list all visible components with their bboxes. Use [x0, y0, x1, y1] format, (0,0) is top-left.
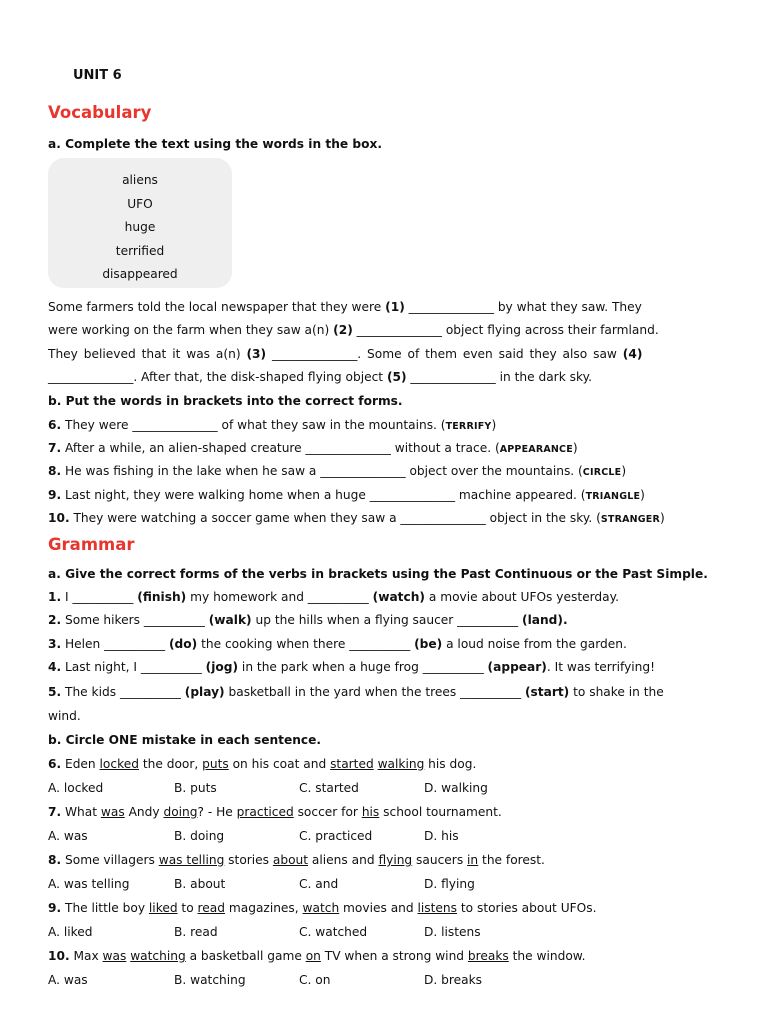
underlined-word: read — [197, 901, 225, 915]
option-a: A. was — [48, 973, 88, 987]
mistake-sentence — [48, 852, 545, 868]
option-b: B. watching — [174, 973, 246, 987]
sentence-text: in the park when a huge frog __________ — [238, 660, 488, 674]
underlined-word: started — [330, 757, 374, 771]
option-b: B. read — [174, 925, 218, 939]
option-c: C. and — [299, 877, 339, 891]
sentence-text: the cooking when there __________ — [197, 637, 415, 651]
underlined-word: on — [305, 949, 321, 963]
underlined-word: was — [102, 949, 127, 963]
word-box-item: terrified — [115, 244, 165, 258]
verb-form-item-continued: wind. — [48, 709, 81, 723]
sentence-text: a basketball game — [185, 949, 306, 963]
option-d: D. breaks — [424, 973, 482, 987]
option-d: D. his — [424, 829, 459, 843]
underlined-word: practiced — [236, 805, 294, 819]
sentence-text: magazines, — [225, 901, 303, 915]
underlined-word: breaks — [467, 949, 509, 963]
item-number: (do) — [168, 637, 198, 651]
sentence-text: the door, — [138, 757, 203, 771]
underlined-word: was — [100, 805, 125, 819]
sentence-text: The little boy — [61, 901, 149, 915]
vocab-part-b-instruction: b. Put the words in brackets into the correct forms. — [48, 394, 403, 408]
underlined-word: listens — [417, 901, 457, 915]
option-a: A. was — [48, 829, 88, 843]
unit-title: UNIT 6 — [73, 68, 122, 83]
option-c: C. watched — [299, 925, 368, 939]
sentence-text: What — [61, 805, 101, 819]
option-a: A. liked — [48, 925, 93, 939]
sentence-text: . It was terrifying! — [546, 660, 656, 674]
sentence-text: stories — [224, 853, 273, 867]
underlined-word: about — [272, 853, 309, 867]
underlined-word: doing — [163, 805, 198, 819]
item-number: 1. — [48, 590, 62, 604]
verb-form-item — [48, 684, 664, 700]
item-number: 10. — [48, 949, 70, 963]
item-number: (finish) — [137, 590, 187, 604]
item-number: 2. — [48, 613, 62, 627]
grammar-part-b-instruction: b. Circle ONE mistake in each sentence. — [48, 733, 322, 747]
option-c: C. on — [299, 973, 331, 987]
underlined-word: liked — [148, 901, 178, 915]
grammar-heading: Grammar — [48, 535, 135, 554]
option-c: C. started — [299, 781, 359, 795]
sentence-text: the window. — [508, 949, 586, 963]
word-form-item: 9. Last night, they were walking home when a huge ______________ machine appeared. (TRIANGLE) — [48, 488, 645, 502]
item-number: (be) — [414, 637, 443, 651]
mistake-sentence — [48, 948, 586, 964]
word-form-item: 7. After a while, an alien-shaped creature ______________ without a trace. (APPEARANCE) — [48, 441, 578, 455]
sentence-text: aliens and — [308, 853, 379, 867]
sentence-text: Andy — [124, 805, 164, 819]
item-number: 3. — [48, 637, 62, 651]
passage-line: They believed that it was a(n) (3) ______________. Some of them even said they also saw (4) — [48, 347, 643, 361]
underlined-word: watch — [302, 901, 340, 915]
sentence-text: Helen __________ — [61, 637, 169, 651]
item-number: 5. — [48, 685, 62, 699]
option-b: B. puts — [174, 781, 217, 795]
item-number: 6. — [48, 757, 62, 771]
word-box-item: disappeared — [102, 267, 178, 281]
word-box-item: huge — [124, 220, 156, 234]
item-number: (start) — [524, 685, 570, 699]
sentence-text: up the hills when a flying saucer __________ — [251, 613, 522, 627]
item-number: (play) — [184, 685, 225, 699]
passage-line: were working on the farm when they saw a(n) (2) ______________ object flying across their farmland. — [48, 323, 659, 337]
sentence-text: saucers — [412, 853, 468, 867]
item-number: 8. — [48, 853, 62, 867]
item-number: (land). — [522, 613, 568, 627]
option-a: A. was telling — [48, 877, 130, 891]
sentence-text: Eden — [61, 757, 100, 771]
item-number: (watch) — [372, 590, 425, 604]
verb-form-item — [48, 589, 619, 605]
item-number: (jog) — [205, 660, 239, 674]
vocabulary-heading: Vocabulary — [48, 103, 152, 122]
sentence-text: the forest. — [478, 853, 545, 867]
passage-line: ______________. After that, the disk-shaped flying object (5) ______________ in the dark sky. — [48, 370, 592, 384]
sentence-text: to — [177, 901, 198, 915]
sentence-text: I __________ — [61, 590, 138, 604]
underlined-word: flying — [378, 853, 413, 867]
option-d: D. flying — [424, 877, 475, 891]
item-number: (walk) — [208, 613, 252, 627]
underlined-word: his — [361, 805, 380, 819]
item-number: 7. — [48, 805, 62, 819]
word-box — [48, 158, 232, 288]
option-b: B. doing — [174, 829, 225, 843]
verb-form-item — [48, 612, 568, 628]
vocab-part-a-instruction: a. Complete the text using the words in the box. — [48, 137, 382, 151]
sentence-text: a movie about UFOs yesterday. — [424, 590, 619, 604]
underlined-word: puts — [202, 757, 229, 771]
sentence-text: his dog. — [424, 757, 477, 771]
underlined-word: walking — [377, 757, 425, 771]
sentence-text: TV when a strong wind — [320, 949, 468, 963]
underlined-word: in — [467, 853, 479, 867]
word-box-item: aliens — [122, 173, 158, 187]
mistake-sentence — [48, 900, 596, 916]
verb-form-item — [48, 659, 655, 675]
passage-line: Some farmers told the local newspaper that they were (1) ______________ by what they saw. They — [48, 300, 642, 314]
option-c: C. practiced — [299, 829, 373, 843]
sentence-text: school tournament. — [379, 805, 502, 819]
item-number: 4. — [48, 660, 62, 674]
option-a: A. locked — [48, 781, 104, 795]
option-b: B. about — [174, 877, 226, 891]
sentence-text: ? - He — [197, 805, 237, 819]
mistake-sentence — [48, 756, 476, 772]
word-box-item: UFO — [127, 197, 153, 211]
verb-form-item — [48, 636, 627, 652]
sentence-text: Last night, I __________ — [61, 660, 206, 674]
word-form-item: 6. They were ______________ of what they saw in the mountains. (TERRIFY) — [48, 418, 497, 432]
sentence-text: basketball in the yard when the trees __________ — [224, 685, 525, 699]
underlined-word: was telling — [158, 853, 225, 867]
sentence-text: to stories about UFOs. — [456, 901, 597, 915]
sentence-text: soccer for — [293, 805, 362, 819]
sentence-text: The kids __________ — [61, 685, 185, 699]
sentence-text: Some villagers — [61, 853, 159, 867]
item-number: (appear) — [487, 660, 547, 674]
sentence-text: movies and — [339, 901, 418, 915]
word-form-item: 10. They were watching a soccer game when they saw a ______________ object in the sky. (STRANGER) — [48, 511, 665, 525]
mistake-sentence — [48, 804, 502, 820]
word-form-item: 8. He was fishing in the lake when he saw a ______________ object over the mountains. (CIRCLE) — [48, 464, 627, 478]
grammar-part-a-instruction: a. Give the correct forms of the verbs in brackets using the Past Continuous or the Past Simple. — [48, 567, 708, 581]
option-d: D. walking — [424, 781, 488, 795]
option-d: D. listens — [424, 925, 481, 939]
underlined-word: watching — [130, 949, 186, 963]
sentence-text: Max — [69, 949, 103, 963]
underlined-word: locked — [99, 757, 139, 771]
sentence-text: on his coat and — [228, 757, 331, 771]
sentence-text: Some hikers __________ — [61, 613, 209, 627]
sentence-text: my homework and __________ — [186, 590, 373, 604]
item-number: 9. — [48, 901, 62, 915]
sentence-text: a loud noise from the garden. — [442, 637, 627, 651]
sentence-text: to shake in the — [569, 685, 664, 699]
